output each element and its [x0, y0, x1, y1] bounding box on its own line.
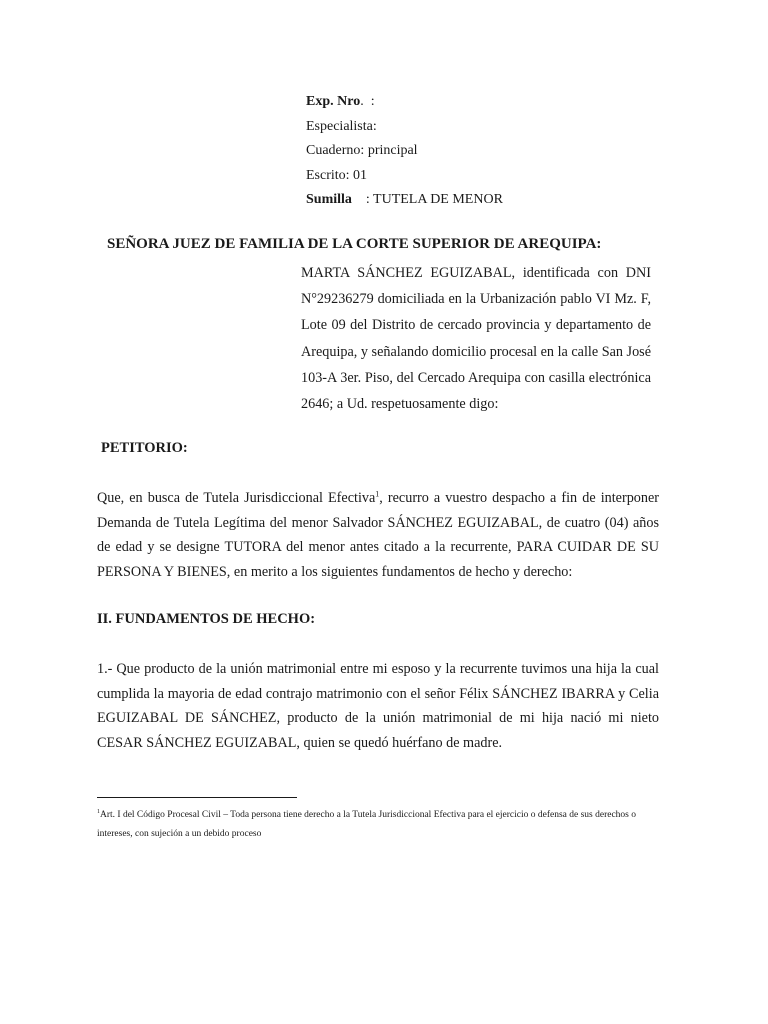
case-number-line — [306, 90, 726, 115]
case-header — [306, 90, 726, 213]
writ-line: Escrito: 01 — [306, 167, 368, 183]
case-number-value: . : — [360, 94, 375, 109]
addressee-heading: SEÑORA JUEZ DE FAMILIA DE LA CORTE SUPERIOR DE AREQUIPA: — [107, 236, 602, 252]
facts-heading: II. FUNDAMENTOS DE HECHO: — [97, 611, 316, 627]
petition-text-end: , recurro a vuestro despacho a fin de interponer Demanda de Tutela Legítima del menor Salvador SÁNCHEZ EGUIZABAL, de cuatro (04) años de edad y se designe TUTORA del menor antes citado a la recurrente, PARA CUIDAR DE SU PERSONA Y BIENES, en merito a los siguientes fundamentos de hecho y derecho: — [97, 490, 659, 580]
petition-heading: PETITORIO: — [101, 440, 188, 456]
summary-value: : TUTELA DE MENOR — [351, 192, 503, 207]
petition-paragraph — [97, 486, 659, 584]
footnote-reference: 1 — [375, 489, 380, 499]
summary-label: Sumilla — [306, 192, 352, 207]
notebook-line: Cuaderno: principal — [306, 143, 418, 158]
footnote-number: 1 — [97, 808, 100, 815]
footnote-separator — [97, 797, 297, 798]
petition-text-start: Que, en busca de Tutela Jurisdiccional Efectiva — [97, 490, 376, 506]
petitioner-intro: MARTA SÁNCHEZ EGUIZABAL, identificada con DNI N°29236279 domiciliada en la Urbanización pablo VI Mz. F, Lote 09 del Distrito de cercado provincia y departamento de Arequipa, y señalando domicilio procesal en la calle San José 103-A 3er. Piso, del Cercado Arequipa con casilla electrónica 2646; a Ud. respetuosamente digo: — [301, 265, 651, 413]
specialist-line: Especialista: — [306, 118, 377, 134]
footnote — [97, 806, 659, 844]
summary-line — [306, 188, 726, 213]
footnote-text: Art. I del Código Procesal Civil – Toda persona tiene derecho a la Tutela Jurisdiccional Efectiva para el ejercicio o defensa de sus derechos o intereses, con sujeción a un debido proceso — [97, 810, 636, 839]
facts-item-1: 1.- Que producto de la unión matrimonial entre mi esposo y la recurrente tuvimos una hija la cual cumplida la mayoria de edad contrajo matrimonio con el señor Félix SÁNCHEZ IBARRA y Celia EGUIZABAL DE SÁNCHEZ, producto de la unión matrimonial de mi hija nació mi nieto CESAR SÁNCHEZ EGUIZABAL, quien se quedó huérfano de madre. — [97, 661, 659, 751]
case-number-label: Exp. Nro — [306, 94, 361, 109]
